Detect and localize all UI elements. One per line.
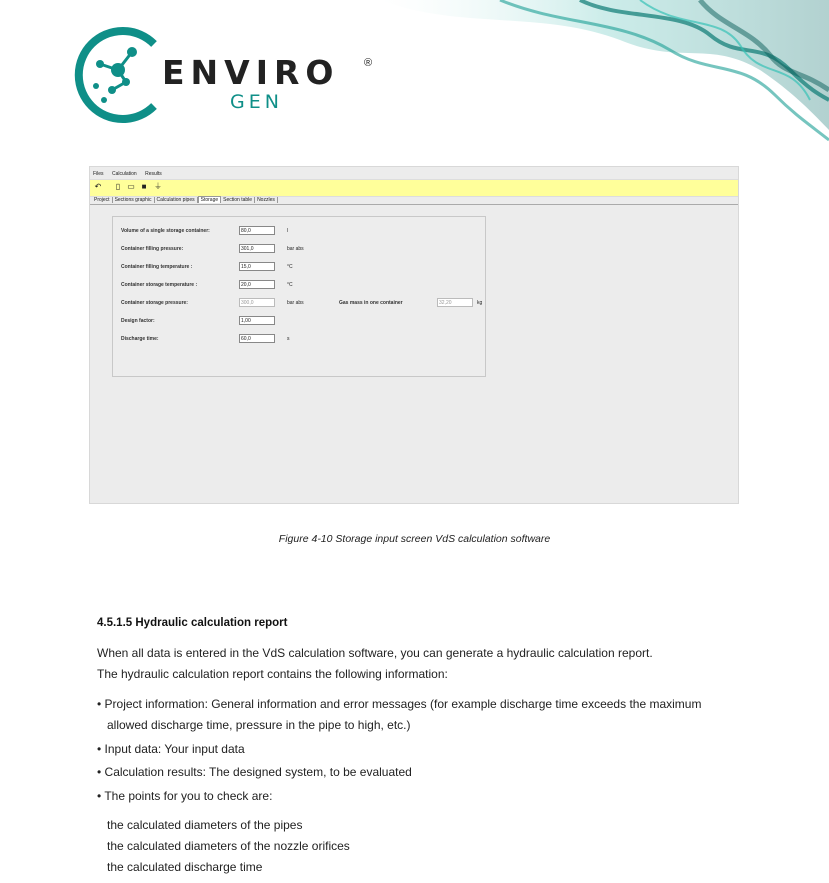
new-file-icon[interactable]: ▯ xyxy=(115,182,121,191)
open-folder-icon[interactable]: ▭ xyxy=(127,182,135,191)
bullet-item: • Calculation results: The designed system, to be evaluated xyxy=(97,765,412,779)
menu-files[interactable]: Files xyxy=(93,171,104,177)
bullet-continuation: allowed discharge time, pressure in the pipe to high, etc.) xyxy=(107,718,411,732)
tab-nozzles[interactable]: Nozzles xyxy=(255,197,278,203)
gas-mass-unit: kg xyxy=(477,300,483,306)
tab-storage[interactable]: Storage xyxy=(198,196,222,203)
brand-subname: GEN xyxy=(230,91,283,113)
filling-temperature-input[interactable]: 15,0 xyxy=(239,262,275,271)
discharge-time-input[interactable]: 60,0 xyxy=(239,334,275,343)
field-unit: bar abs xyxy=(287,246,304,252)
field-label: Container storage pressure: xyxy=(121,300,188,306)
tab-strip xyxy=(92,196,278,204)
volume-input[interactable]: 80,0 xyxy=(239,226,275,235)
storage-input-group xyxy=(112,216,486,377)
storage-panel xyxy=(90,204,738,505)
tab-section-table[interactable]: Section table xyxy=(221,197,255,203)
brand-name: ENVIRO xyxy=(162,53,340,92)
field-unit: °C xyxy=(287,282,293,288)
filling-pressure-input[interactable]: 301,0 xyxy=(239,244,275,253)
molecule-logo-icon xyxy=(74,26,166,124)
software-screenshot xyxy=(89,166,739,504)
undo-icon[interactable]: ↶ xyxy=(94,182,102,191)
tab-project[interactable]: Project xyxy=(92,197,113,203)
storage-temperature-input[interactable]: 20,0 xyxy=(239,280,275,289)
field-unit: bar abs xyxy=(287,300,304,306)
paragraph: The hydraulic calculation report contains the following information: xyxy=(97,667,448,681)
calculate-icon[interactable]: ⏚ xyxy=(154,182,162,191)
field-label: Discharge time: xyxy=(121,336,159,342)
field-label: Container storage temperature : xyxy=(121,282,198,288)
field-label: Container filling pressure: xyxy=(121,246,184,252)
field-label: Design factor: xyxy=(121,318,155,324)
save-icon[interactable]: ■ xyxy=(141,182,147,191)
tab-calculation-pipes[interactable]: Calculation pipes xyxy=(155,197,198,203)
field-unit: s xyxy=(287,336,290,342)
field-unit: °C xyxy=(287,264,293,270)
menu-bar xyxy=(90,171,166,179)
design-factor-input[interactable]: 1,00 xyxy=(239,316,275,325)
gas-mass-label: Gas mass in one container xyxy=(339,300,403,306)
bullet-item: • Input data: Your input data xyxy=(97,742,245,756)
check-item: the calculated discharge time xyxy=(107,860,263,874)
paragraph: When all data is entered in the VdS calculation software, you can generate a hydraulic calculation report. xyxy=(97,646,653,660)
menu-calculation[interactable]: Calculation xyxy=(111,171,137,177)
toolbar xyxy=(90,179,738,197)
field-label: Volume of a single storage container: xyxy=(121,228,210,234)
field-label: Container filling temperature : xyxy=(121,264,193,270)
smoke-graphic xyxy=(380,0,829,150)
check-item: the calculated diameters of the nozzle orifices xyxy=(107,839,350,853)
storage-pressure-output: 300,0 xyxy=(239,298,275,307)
figure-caption: Figure 4-10 Storage input screen VdS calculation software xyxy=(278,533,551,545)
bullet-item: • The points for you to check are: xyxy=(97,789,273,803)
gas-mass-output: 32,20 xyxy=(437,298,473,307)
check-item: the calculated diameters of the pipes xyxy=(107,818,303,832)
section-heading: 4.5.1.5 Hydraulic calculation report xyxy=(97,617,288,629)
field-storage-pressure xyxy=(121,298,485,308)
tab-sections-graphic[interactable]: Sections graphic xyxy=(113,197,155,203)
registered-mark: ® xyxy=(364,57,373,69)
menu-results[interactable]: Results xyxy=(145,171,162,177)
field-unit: l xyxy=(287,228,289,234)
bullet-item: • Project information: General information and error messages (for example discharge time exceeds the maximum xyxy=(97,697,702,711)
